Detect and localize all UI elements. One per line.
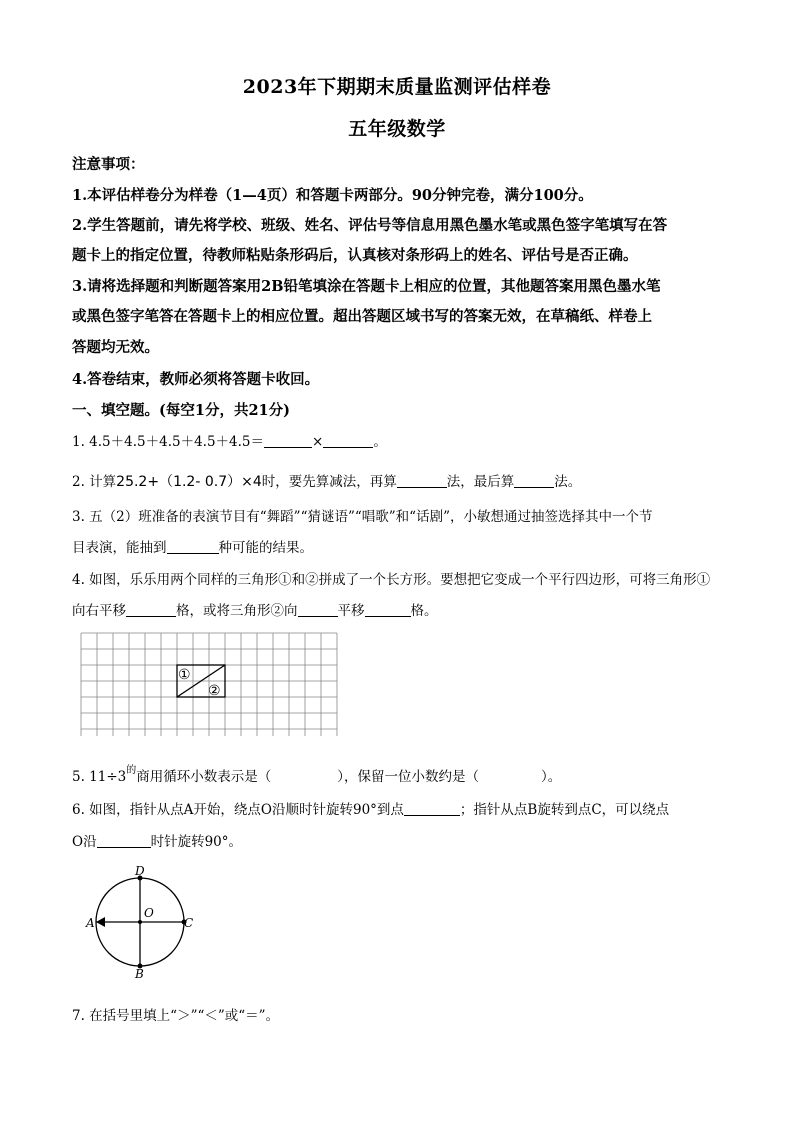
notice-item-3-line-2: 或黑色签字笔答在答题卡上的相应位置。超出答题区域书写的答案无效，在草稿纸、样卷上 [72, 308, 652, 325]
triangle-1-label: ① [178, 667, 191, 683]
exam-subtitle: 五年级数学 [348, 118, 446, 140]
question-5-sup: 的 [126, 765, 137, 776]
label-a: A [86, 916, 95, 930]
question-2-mid2: 法，最后算 [446, 474, 515, 490]
pointer-arrow-icon [96, 917, 105, 927]
answer-blank[interactable] [514, 473, 554, 488]
label-d: D [135, 864, 145, 878]
notice-item-1: 1.本评估样卷分为样卷（1—4页）和答题卡两部分。90分钟完卷，满分100分。 [72, 187, 593, 204]
question-6-line-2 [72, 830, 732, 850]
notice-item-2-line-1: 2.学生答题前，请先将学校、班级、姓名、评估号等信息用黑色墨水笔或黑色签字笔填写在答 [72, 217, 668, 234]
question-3-text-b: 种可能的结果。 [218, 540, 313, 556]
section-1-heading: 一、填空题。(每空1分，共21分) [72, 402, 290, 419]
question-1-end: 。 [373, 434, 387, 450]
question-4-text-d: 格。 [410, 603, 438, 619]
answer-blank[interactable] [167, 539, 219, 554]
answer-blank[interactable] [365, 602, 411, 617]
question-4-line-1: 4. 如图，乐乐用两个同样的三角形①和②拼成了一个长方形。要想把它变成一个平行四边形，可将三角形① [72, 572, 711, 588]
question-6-circle-figure [80, 862, 200, 982]
label-o: O [144, 906, 154, 920]
point-o [138, 920, 142, 924]
question-6-text-d: 时针旋转90°。 [150, 834, 243, 850]
answer-blank[interactable] [97, 833, 151, 848]
answer-blank[interactable] [264, 433, 312, 448]
question-4-text-a: 向右平移 [72, 603, 126, 619]
question-7: 7. 在括号里填上“＞”“＜”或“＝”。 [72, 1008, 280, 1024]
answer-blank[interactable] [298, 602, 338, 617]
notice-item-3-line-1: 3.请将选择题和判断题答案用2B铅笔填涂在答题卡上相应的位置，其他题答案用黑色墨水笔 [72, 278, 661, 295]
question-4-text-c: 平移 [337, 603, 365, 619]
question-2-mid: 时，要先算减法，再算 [261, 474, 397, 490]
label-c: C [184, 916, 194, 930]
question-4-text-b: 格，或将三角形②向 [176, 603, 298, 619]
notice-item-2-line-2: 题卡上的指定位置，待教师粘贴条形码后，认真核对条形码上的姓名、评估号是否正确。 [72, 247, 638, 264]
question-1-times: × [312, 434, 324, 450]
question-5 [72, 761, 732, 785]
question-2 [72, 470, 732, 491]
question-6-text-a: 6. 如图，指针从点A开始，绕点O沿顺时针旋转90°到点 [72, 802, 404, 818]
question-6-text-c: O沿 [72, 834, 97, 850]
answer-blank[interactable] [126, 602, 176, 617]
question-2-prefix: 2. 计算 [72, 474, 117, 490]
answer-blank[interactable] [323, 433, 373, 448]
answer-blank[interactable] [397, 473, 447, 488]
exam-title: 2023年下期期末质量监测评估样卷 [242, 76, 552, 98]
notice-item-3-line-3: 答题均无效。 [72, 339, 159, 356]
question-2-formula: 25.2+（1.2- 0.7）×4 [116, 474, 262, 490]
question-6-line-1 [72, 798, 732, 818]
question-1-text: 1. 4.5＋4.5＋4.5＋4.5＋4.5＝ [72, 434, 265, 450]
question-6-text-b: ；指针从点B旋转到点C，可以绕点 [459, 802, 670, 818]
question-5-text-b: 商用循环小数表示是（ [136, 769, 272, 785]
question-5-text-c: ），保留一位小数约是（ [337, 769, 480, 785]
question-3-line-1: 3. 五（2）班准备的表演节目有“舞蹈”“猜谜语”“唱歌”和“话剧”，小敏想通过抽签选择其中一个节 [72, 509, 653, 525]
question-2-end: 法。 [554, 474, 582, 490]
label-b: B [135, 967, 144, 981]
question-1 [72, 430, 732, 450]
notice-heading: 注意事项： [72, 156, 145, 173]
question-5-text-d: ）。 [541, 769, 562, 785]
question-3-text-a: 目表演，能抽到 [72, 540, 167, 556]
triangle-2-label: ② [208, 683, 221, 699]
notice-item-4: 4.答卷结束，教师必须将答题卡收回。 [72, 371, 320, 388]
question-4-line-2 [72, 599, 732, 619]
question-4-grid-figure [80, 632, 338, 736]
question-5-text-a: 5. 11÷3 [72, 769, 127, 785]
question-3-line-2 [72, 536, 732, 556]
answer-blank[interactable] [404, 801, 460, 816]
